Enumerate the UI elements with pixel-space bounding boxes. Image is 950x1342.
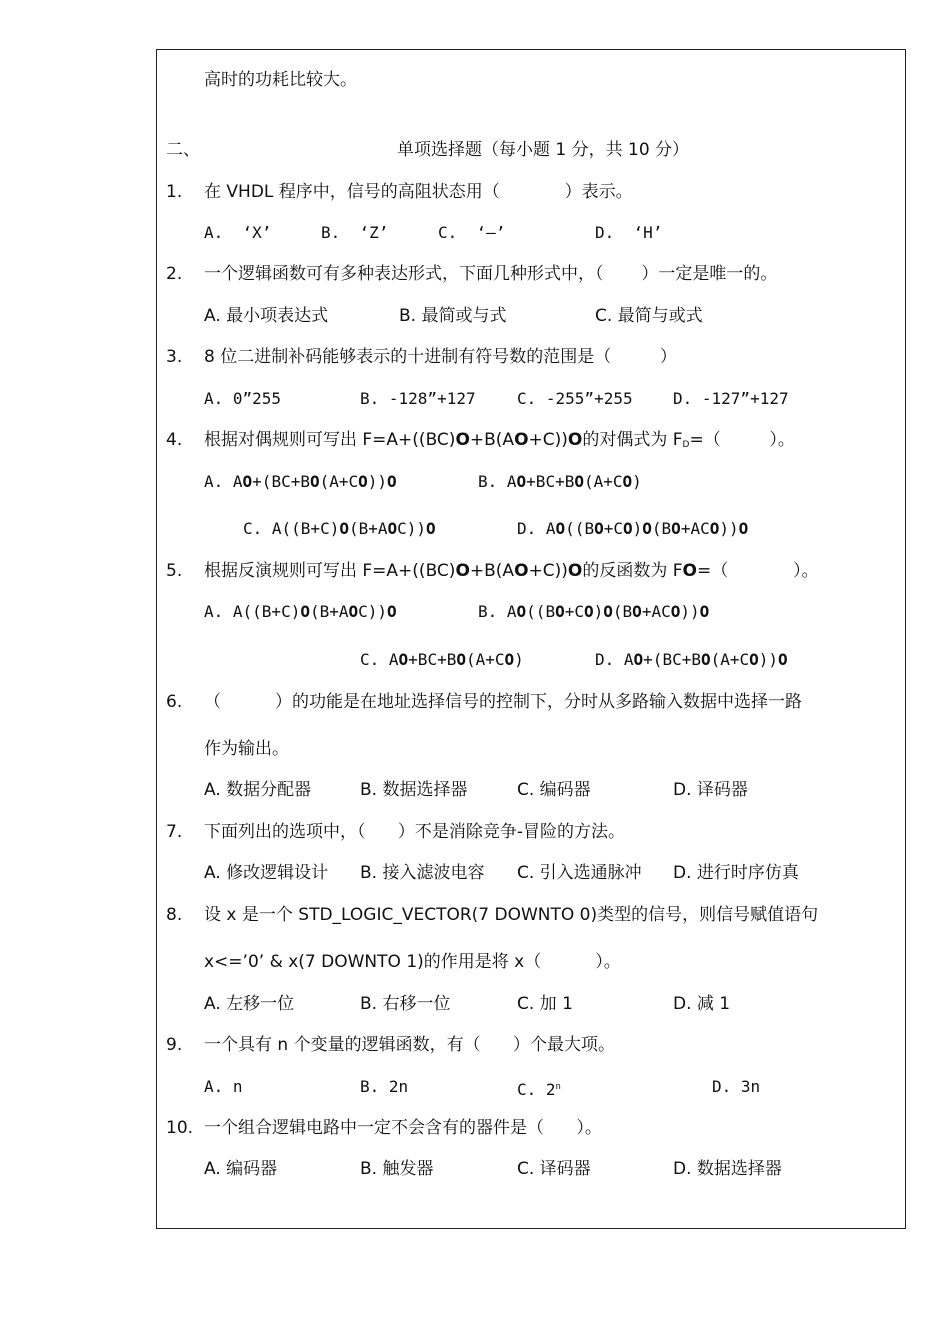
question-number: 2. [166, 264, 183, 284]
question-text: 下面列出的选项中，（ ）不是消除竞争-冒险的方法。 [204, 822, 626, 842]
question-text: 设 x 是一个 STD_LOGIC_VECTOR(7 DOWNTO 0)类型的信号，则信号赋值语句 [204, 905, 819, 925]
option-c: C. 引入选通脉冲 [517, 863, 642, 883]
option-b: B. 接入滤波电容 [360, 863, 485, 883]
option-c: C. 最简与或式 [595, 306, 703, 326]
option-d: D. -127”+127 [673, 389, 789, 408]
question-number: 7. [166, 822, 183, 842]
option-a: A. 左移一位 [204, 994, 295, 1014]
option-c: C. A((B+C)O(B+AOC))O [243, 519, 436, 538]
option-d: D. AO((BO+CO)O(BO+ACO))O [517, 519, 749, 538]
question-number: 9. [166, 1035, 183, 1055]
option-a: A. 数据分配器 [204, 780, 312, 800]
section-title: 单项选择题（每小题 1 分，共 10 分） [397, 140, 690, 160]
option-a: A. 修改逻辑设计 [204, 863, 329, 883]
option-b: B. AO((BO+CO)O(BO+ACO))O [478, 602, 710, 621]
question-text: （ ）的功能是在地址选择信号的控制下，分时从多路输入数据中选择一路 [204, 692, 803, 712]
question-number: 1. [166, 182, 183, 202]
complement-marker: O [514, 430, 529, 450]
option-c: C. 编码器 [517, 780, 591, 800]
question-number: 4. [166, 430, 183, 450]
option-c: C. AO+BC+BO(A+CO) [360, 650, 524, 669]
option-a: A. ‘X’ [204, 223, 272, 242]
option-b: B. 右移一位 [360, 994, 451, 1014]
option-b: B. AO+BC+BO(A+CO) [478, 472, 642, 491]
option-c: C. -255”+255 [517, 389, 633, 408]
question-number: 8. [166, 905, 183, 925]
question-text: 一个组合逻辑电路中一定不会含有的器件是（ ）。 [204, 1118, 602, 1138]
option-a: A. 0”255 [204, 389, 282, 408]
question-text-continued: 作为输出。 [204, 739, 289, 759]
option-c: C. ‘—’ [438, 223, 506, 242]
option-b: B. 2n [360, 1077, 409, 1096]
question-text: 一个具有 n 个变量的逻辑函数，有（ ）个最大项。 [204, 1035, 616, 1055]
question-text: 一个逻辑函数可有多种表达形式，下面几种形式中，（ ）一定是唯一的。 [204, 264, 778, 284]
option-d: D. 3n [712, 1077, 761, 1096]
option-c: C. 译码器 [517, 1159, 591, 1179]
option-d: D. ‘H’ [595, 223, 663, 242]
question-text: 8 位二进制补码能够表示的十进制有符号数的范围是（ ） [204, 347, 677, 367]
option-b: B. 触发器 [360, 1159, 434, 1179]
option-d: D. AO+(BC+BO(A+CO))O [595, 650, 788, 669]
question-text-continued: x<=’0’ & x(7 DOWNTO 1)的作用是将 x（ ）。 [204, 952, 621, 972]
continuation-text: 高时的功耗比较大。 [204, 70, 357, 90]
option-c: C. 加 1 [517, 994, 573, 1014]
option-a: A. n [204, 1077, 243, 1096]
option-d: D. 减 1 [673, 994, 731, 1014]
option-c: C. 2$^n$ [517, 1080, 561, 1099]
complement-marker: O [567, 430, 583, 450]
option-a: A. 最小项表达式 [204, 306, 329, 326]
question-number: 3. [166, 347, 183, 367]
question-text: 根据对偶规则可写出 F=A+((BC)O+B(AO+C))O的对偶式为 $F_D=$（ ）。 [204, 430, 795, 450]
option-a: A. 编码器 [204, 1159, 278, 1179]
option-b: B. ‘Z’ [321, 223, 389, 242]
option-d: D. 译码器 [673, 780, 748, 800]
option-b: B. 数据选择器 [360, 780, 468, 800]
question-number: 5. [166, 561, 183, 581]
option-b: B. 最简或与式 [399, 306, 507, 326]
option-a: A. AO+(BC+BO(A+CO))O [204, 472, 397, 491]
option-d: D. 数据选择器 [673, 1159, 782, 1179]
question-number: 6. [166, 692, 183, 712]
complement-marker: O [455, 430, 470, 450]
option-b: B. -128”+127 [360, 389, 476, 408]
question-text: 根据反演规则可写出 F=A+((BC)O+B(AO+C))O的反函数为 FO=（ ）。 [204, 561, 819, 581]
option-d: D. 进行时序仿真 [673, 863, 799, 883]
option-a: A. A((B+C)O(B+AOC))O [204, 602, 397, 621]
question-text: 在 VHDL 程序中，信号的高阻状态用（ ）表示。 [204, 182, 633, 202]
section-number: 二、 [166, 140, 200, 160]
question-number: 10. [166, 1118, 194, 1138]
